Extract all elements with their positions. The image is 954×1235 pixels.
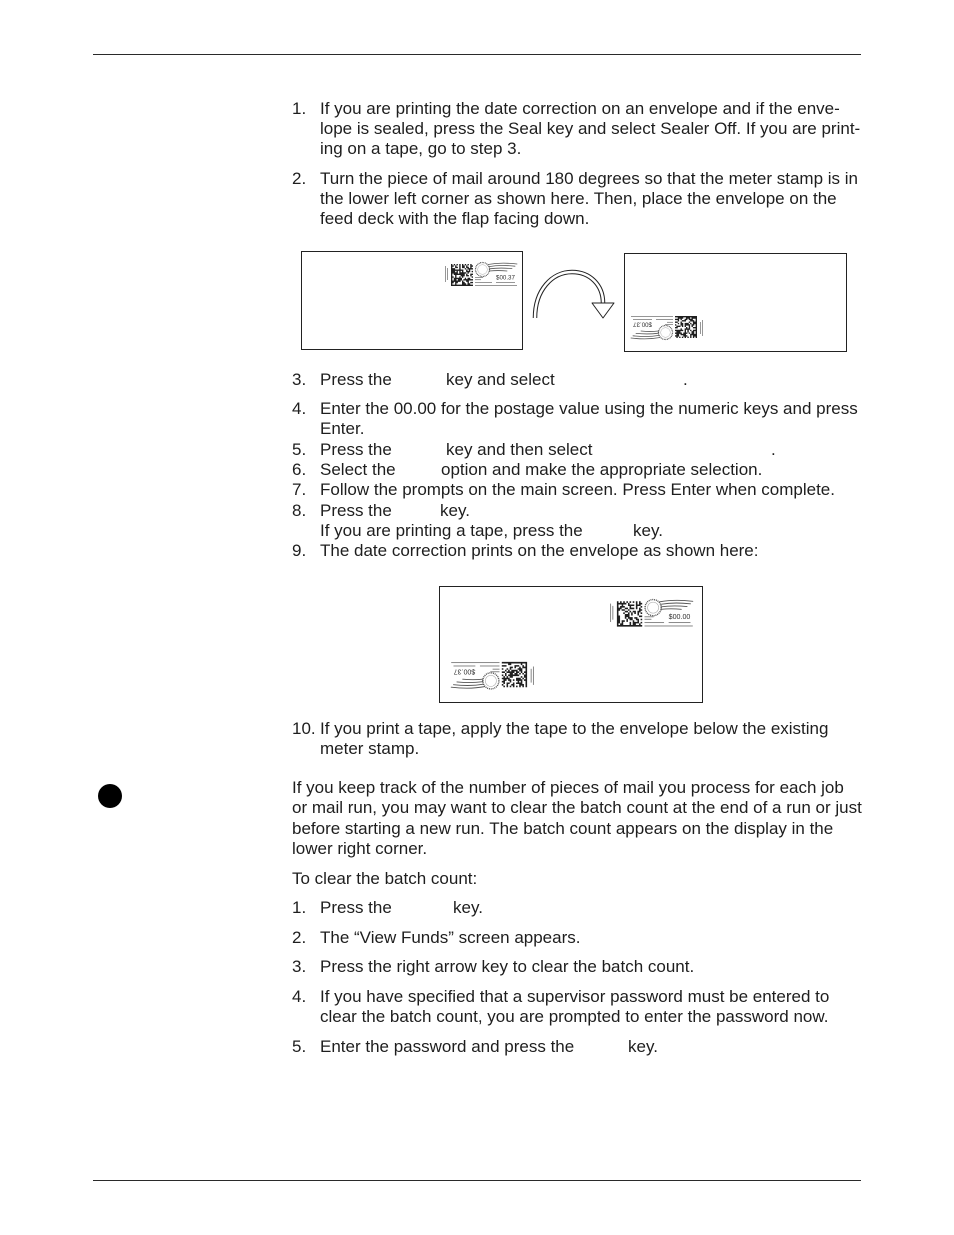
step-2-number: 2. xyxy=(292,169,307,188)
step-9-line-1: The date correction prints on the envelope as shown here: xyxy=(320,541,759,560)
step-9-number: 9. xyxy=(292,541,307,560)
batch-step-5-text-a: Enter the password and press the xyxy=(320,1037,575,1056)
step-7-line-1: Follow the prompts on the main screen. Press Enter when complete. xyxy=(320,480,835,499)
batch-step-3-number: 3. xyxy=(292,957,307,976)
batch-step-4-line-2: clear the batch count, you are prompted to enter the password now. xyxy=(320,1007,829,1026)
postage-amount: $00.00 xyxy=(668,613,691,622)
step-6-text-a: Select the xyxy=(320,460,396,479)
step-5-text-c: . xyxy=(771,440,776,459)
step-2-line-2: the lower left corner as shown here. Then, place the envelope on the xyxy=(320,189,837,208)
step-1-line-1: If you are printing the date correction on an envelope and if the enve- xyxy=(320,99,840,118)
step-3-text-c: . xyxy=(683,370,688,389)
step-8-text-d: key. xyxy=(633,521,663,540)
step-8-number: 8. xyxy=(292,501,307,520)
step-6-number: 6. xyxy=(292,460,307,479)
batch-step-3-line-1: Press the right arrow key to clear the batch count. xyxy=(320,957,695,976)
batch-intro-line-1: If you keep track of the number of pieces of mail you process for each job xyxy=(292,778,844,797)
step-1-line-2: lope is sealed, press the Seal key and select Sealer Off. If you are print- xyxy=(320,119,861,138)
step-5-text-b: key and then select xyxy=(446,440,593,459)
step-3-text-a: Press the xyxy=(320,370,392,389)
envelope-rotated-figure xyxy=(623,252,848,353)
envelope-date-correction-figure xyxy=(438,585,704,704)
step-7-number: 7. xyxy=(292,480,307,499)
section-bullet-circle-icon xyxy=(98,784,122,808)
step-4-number: 4. xyxy=(292,399,307,418)
batch-intro-line-4: lower right corner. xyxy=(292,839,428,858)
step-8-text-a: Press the xyxy=(320,501,392,520)
batch-intro-line-3: before starting a new run. The batch count appears on the display in the xyxy=(292,819,834,838)
step-3-text-b: key and select xyxy=(446,370,555,389)
postage-amount: $00.37 xyxy=(496,274,515,282)
step-2-line-3: feed deck with the flap facing down. xyxy=(320,209,590,228)
batch-step-1-number: 1. xyxy=(292,898,307,917)
step-8-text-c: If you are printing a tape, press the xyxy=(320,521,583,540)
envelope-outline xyxy=(625,254,847,352)
step-8-text-b: key. xyxy=(440,501,470,520)
step-10-line-1: If you print a tape, apply the tape to the envelope below the existing xyxy=(320,719,829,738)
batch-step-4-number: 4. xyxy=(292,987,307,1006)
rotate-arrow-icon xyxy=(528,262,620,324)
batch-step-5-number: 5. xyxy=(292,1037,307,1056)
step-1-line-3: ing on a tape, go to step 3. xyxy=(320,139,522,158)
postage-amount: $00.37 xyxy=(633,320,652,328)
batch-lead: To clear the batch count: xyxy=(292,869,478,888)
envelope-before-figure xyxy=(300,250,524,351)
header-rule xyxy=(93,54,861,55)
batch-step-5-text-b: key. xyxy=(628,1037,658,1056)
batch-step-2-number: 2. xyxy=(292,928,307,947)
batch-step-1-text-a: Press the xyxy=(320,898,392,917)
postage-amount: $00.37 xyxy=(453,667,476,676)
batch-intro-line-2: or mail run, you may want to clear the batch count at the end of a run or just xyxy=(292,798,862,817)
batch-step-4-line-1: If you have specified that a supervisor password must be entered to xyxy=(320,987,830,1006)
batch-step-2-line-1: The “View Funds” screen appears. xyxy=(320,928,581,947)
batch-step-1-text-b: key. xyxy=(453,898,483,917)
step-5-text-a: Press the xyxy=(320,440,392,459)
step-4-line-2: Enter. xyxy=(320,419,365,438)
footer-rule xyxy=(93,1180,861,1181)
step-4-line-1: Enter the 00.00 for the postage value using the numeric keys and press xyxy=(320,399,858,418)
step-5-number: 5. xyxy=(292,440,307,459)
step-3-number: 3. xyxy=(292,370,307,389)
step-6-text-b: option and make the appropriate selection. xyxy=(441,460,763,479)
step-10-number: 10. xyxy=(292,719,316,738)
step-1-number: 1. xyxy=(292,99,307,118)
step-2-line-1: Turn the piece of mail around 180 degrees so that the meter stamp is in xyxy=(320,169,858,188)
step-10-line-2: meter stamp. xyxy=(320,739,420,758)
